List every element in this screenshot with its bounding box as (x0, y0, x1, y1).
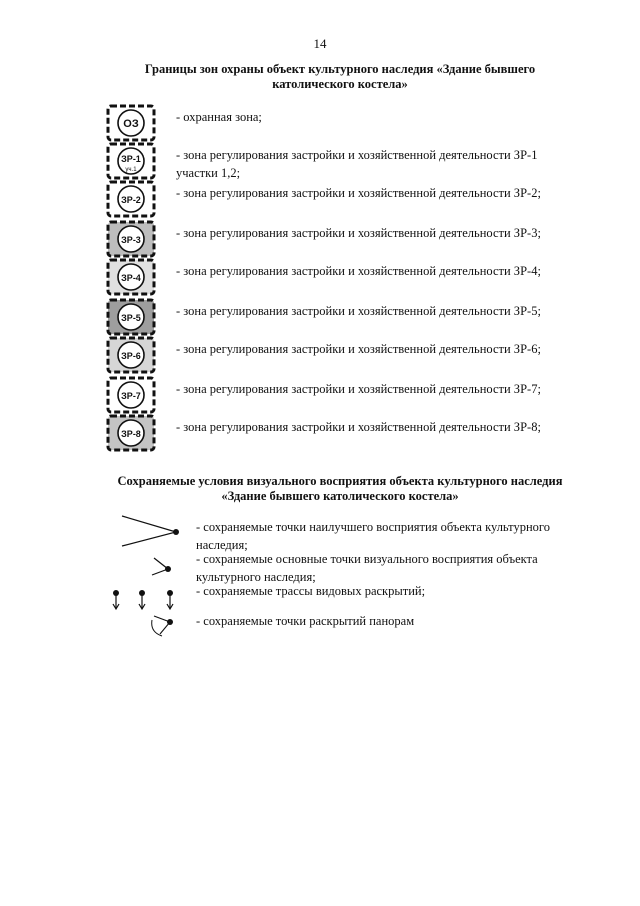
zone-symbol-icon (106, 220, 156, 258)
zone-legend-item: - зона регулирования застройки и хозяйственной деятельности ЗР-2; (176, 186, 541, 200)
zone-code-label: ЗР-3 (121, 235, 141, 245)
zone-code-label: ЗР-2 (121, 195, 141, 205)
zone-legend-item: - зона регулирования застройки и хозяйственной деятельности ЗР-5; (176, 304, 541, 318)
visual-item-1: - сохраняемые точки наилучшего восприятия объекта культурного наследия; (196, 520, 550, 552)
zone-code-label: ЗР-8 (121, 429, 141, 439)
zone-legend-item: - зона регулирования застройки и хозяйственной деятельности ЗР-3; (176, 226, 541, 240)
zone-legend-item: - зона регулирования застройки и хозяйственной деятельности ЗР-6; (176, 342, 541, 356)
zone-symbol-icon (106, 180, 156, 218)
zone-code-label: ЗР-7 (121, 391, 141, 401)
zone-code-sub-label: уч.1 (125, 167, 137, 173)
zone-legend-item: - охранная зона; (176, 110, 262, 124)
zone-symbol-icon (106, 376, 156, 414)
zones-heading (110, 62, 570, 92)
zone-symbol-icon (106, 104, 156, 142)
visual-item-2: - сохраняемые основные точки визуального восприятия объекта культурного наследия; (196, 552, 538, 584)
zones-heading-line2: католического костела» (272, 77, 408, 91)
zone-legend-item: - зона регулирования застройки и хозяйственной деятельности ЗР-7; (176, 382, 541, 396)
zone-code-label: ЗР-4 (121, 273, 141, 283)
page-number: 14 (313, 36, 327, 51)
zone-symbol-icon (106, 142, 156, 180)
panorama-point-icon (152, 616, 173, 636)
zone-legend-item: - зона регулирования застройки и хозяйственной деятельности ЗР-8; (176, 420, 541, 434)
main-perception-point-icon (152, 558, 171, 575)
best-perception-point-icon (122, 516, 179, 546)
visual-heading-line2: «Здание бывшего католического костела» (221, 489, 459, 503)
zone-code-label: ЗР-6 (121, 351, 141, 361)
zone-symbol-icon (106, 298, 156, 336)
view-corridor-icon (113, 590, 173, 609)
visual-item-3: - сохраняемые трассы видовых раскрытий; (196, 584, 426, 598)
zone-code-label: ЗР-1 (121, 154, 141, 164)
zone-legend-item: - зона регулирования застройки и хозяйственной деятельности ЗР-4; (176, 264, 541, 278)
zone-symbol-icon (106, 414, 156, 452)
zone-symbol-icon (106, 258, 156, 296)
zones-heading-line1: Границы зон охраны объект культурного наследия «Здание бывшего (144, 62, 536, 76)
visual-item-4: - сохраняемые точки раскрытий панорам (196, 614, 415, 628)
zone-code-label: ЗР-5 (121, 313, 141, 323)
zone-legend-item: - зона регулирования застройки и хозяйственной деятельности ЗР-1 участки 1,2; (176, 148, 538, 180)
visual-legend-symbols (110, 512, 190, 642)
visual-heading-line1: Сохраняемые условия визуального восприятия объекта культурного наследия (117, 474, 563, 488)
zone-code-label: ОЗ (123, 118, 139, 130)
visual-heading (110, 474, 570, 504)
zone-symbol-icon (106, 336, 156, 374)
